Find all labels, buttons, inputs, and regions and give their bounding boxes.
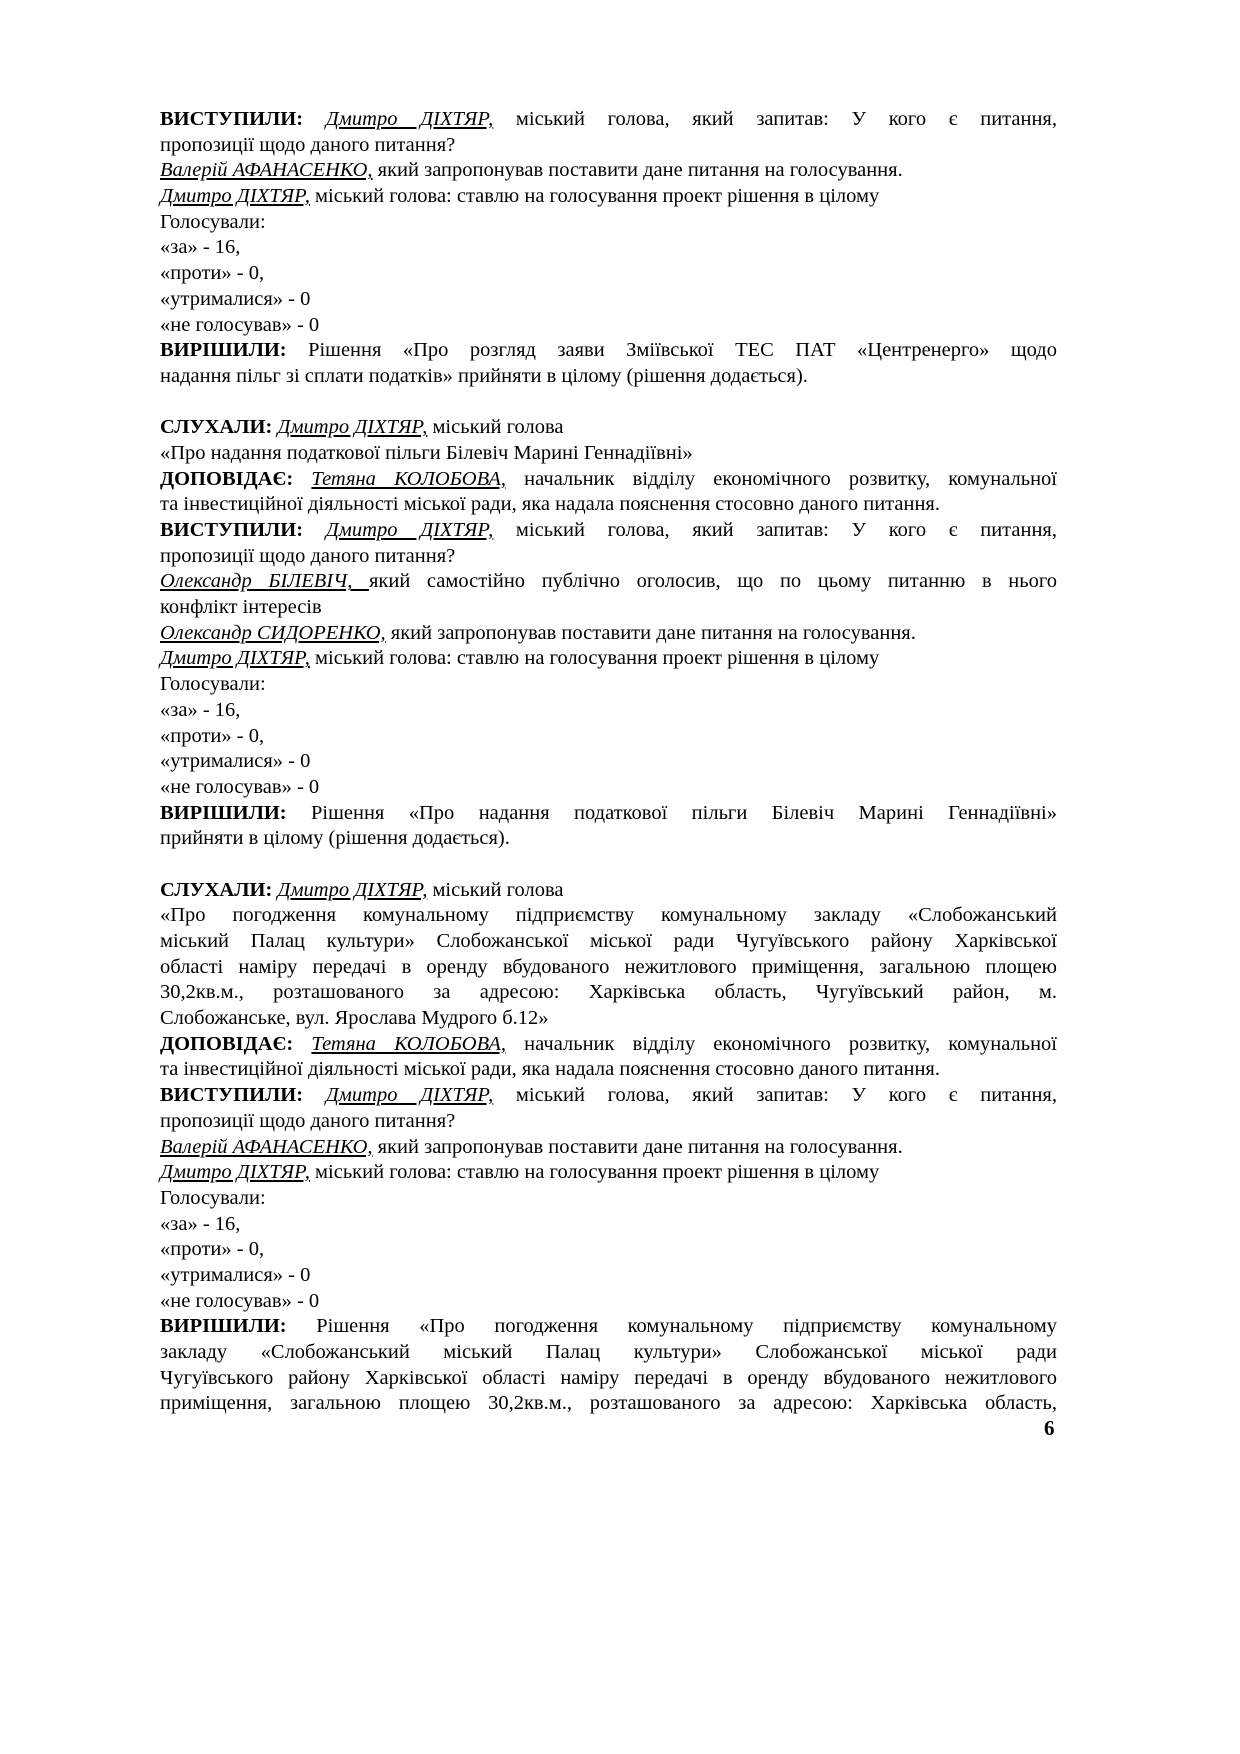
text-line [160, 801, 1057, 827]
text-segment: «за» - 16, [160, 1212, 241, 1235]
text-line [160, 287, 1057, 313]
text-segment: «за» - 16, [160, 236, 241, 259]
text-segment: пропозиції щодо даного питання? [160, 1109, 456, 1132]
text-line [160, 1083, 1057, 1109]
section-label: ДОПОВІДАЄ: [160, 467, 312, 490]
text-segment: міський голова: ставлю на голосування проект рішення в цілому [309, 647, 880, 670]
text-segment: конфлікт інтересів [160, 596, 322, 619]
text-line [160, 107, 1057, 133]
text-line [160, 724, 1057, 750]
text-segment: «не голосував» - 0 [160, 775, 320, 798]
speaker-name: Дмитро ДІХТЯР, [325, 519, 494, 541]
text-line [160, 955, 1057, 981]
text-line [160, 184, 1057, 210]
text-segment: «Про надання податкової пільги Білевіч Марині Геннадіївні» [160, 441, 693, 464]
text-segment: міський Палац культури» Слобожанської міської ради Чугуївського району Харківської [160, 930, 1057, 952]
agenda-section [160, 107, 1057, 390]
text-segment: міський голова [427, 416, 564, 439]
text-line [160, 1006, 1057, 1032]
speaker-name: Валерій АФАНАСЕНКО, [160, 1135, 373, 1158]
speaker-name: Дмитро ДІХТЯР, [277, 416, 428, 439]
text-segment: «Про погодження комунальному підприємству комунальному закладу «Слобожанський [160, 904, 1057, 927]
speaker-name: Дмитро ДІХТЯР, [325, 108, 494, 130]
text-segment: Голосували: [160, 673, 266, 696]
text-line [160, 158, 1057, 184]
text-line [160, 1366, 1057, 1392]
text-segment: пропозиції щодо даного питання? [160, 133, 456, 156]
text-segment: «проти» - 0, [160, 724, 265, 747]
text-line [160, 415, 1057, 441]
text-line [160, 826, 1057, 852]
text-line [160, 929, 1057, 955]
text-segment: «утрималися» - 0 [160, 750, 311, 773]
speaker-name: Дмитро ДІХТЯР, [325, 1084, 494, 1107]
section-label: ВИРІШИЛИ: [160, 1315, 287, 1338]
text-line [160, 646, 1057, 672]
text-line [160, 261, 1057, 287]
text-segment: який запропонував поставити дане питання на голосування. [372, 1135, 903, 1158]
page-number: 6 [1044, 1416, 1055, 1440]
section-label: ВИСТУПИЛИ: [160, 108, 326, 130]
section-label: ДОПОВІДАЄ: [160, 1032, 312, 1055]
section-label: ВИСТУПИЛИ: [160, 519, 326, 541]
text-line [160, 492, 1057, 518]
agenda-section [160, 878, 1057, 1417]
text-line [160, 133, 1057, 159]
section-label: СЛУХАЛИ: [160, 416, 278, 439]
speaker-name: Дмитро ДІХТЯР, [160, 647, 310, 670]
text-segment: Слобожанське, вул. Ярослава Мудрого б.12» [160, 1007, 549, 1030]
text-segment: закладу «Слобожанський міський Палац культури» Слобожанської міської ради [160, 1341, 1057, 1363]
text-segment: «проти» - 0, [160, 262, 265, 285]
text-segment: 30,2кв.м., розташованого за адресою: Харківська область, Чугуївський район, м. [160, 981, 1057, 1004]
text-line [160, 1314, 1057, 1340]
text-segment: Рішення «Про погодження комунальному підприємству комунальному [286, 1315, 1057, 1338]
text-line [160, 544, 1057, 570]
text-segment: приміщення, загальною площею 30,2кв.м., розташованого за адресою: Харківська область, [160, 1392, 1057, 1415]
text-segment: міський голова, який запитав: У кого є питання, [493, 519, 1057, 541]
text-segment: «проти» - 0, [160, 1238, 265, 1261]
text-segment: який самостійно публічно оголосив, що по цьому питанню в нього [368, 570, 1057, 593]
text-line [160, 1186, 1057, 1212]
text-segment: та інвестиційної діяльності міської ради, яка надала пояснення стосовно даного питання. [160, 1058, 940, 1081]
text-segment: «не голосував» - 0 [160, 1289, 320, 1312]
text-line [160, 210, 1057, 236]
text-segment: начальник відділу економічного розвитку, комунальної [506, 1032, 1057, 1055]
speaker-name: Тетяна КОЛОБОВА, [311, 467, 506, 490]
text-line [160, 1109, 1057, 1135]
text-line [160, 1135, 1057, 1161]
text-segment: який запропонував поставити дане питання на голосування. [372, 159, 903, 182]
agenda-section [160, 415, 1057, 852]
text-line [160, 1160, 1057, 1186]
speaker-name: Валерій АФАНАСЕНКО, [160, 159, 373, 182]
text-line [160, 698, 1057, 724]
text-line [160, 467, 1057, 493]
text-line [160, 1237, 1057, 1263]
text-segment: надання пільг зі сплати податків» прийняти в цілому (рішення додається). [160, 364, 808, 387]
text-line [160, 1289, 1057, 1315]
text-segment: «за» - 16, [160, 698, 241, 721]
text-segment: міський голова: ставлю на голосування проект рішення в цілому [309, 185, 880, 208]
speaker-name: Дмитро ДІХТЯР, [160, 185, 310, 208]
text-segment: який запропонував поставити дане питання на голосування. [385, 621, 916, 644]
text-segment: Рішення «Про надання податкової пільги Білевіч Марині Геннадіївні» [286, 801, 1057, 824]
text-segment: міський голова, який запитав: У кого є питання, [493, 108, 1057, 130]
text-line [160, 338, 1057, 364]
text-segment: «утрималися» - 0 [160, 287, 311, 310]
text-segment: області наміру передачі в оренду вбудованого нежитлового приміщення, загальною площею [160, 955, 1057, 978]
text-line [160, 313, 1057, 339]
text-segment: Голосували: [160, 1186, 266, 1209]
text-line [160, 775, 1057, 801]
text-line [160, 980, 1057, 1006]
speaker-name: Тетяна КОЛОБОВА, [311, 1032, 506, 1055]
text-segment: прийняти в цілому (рішення додається). [160, 827, 510, 850]
text-line [160, 1340, 1057, 1366]
section-label: ВИРІШИЛИ: [160, 339, 287, 362]
text-segment: пропозиції щодо даного питання? [160, 544, 456, 567]
speaker-name: Олександр БІЛЕВІЧ, [160, 570, 369, 593]
text-line [160, 441, 1057, 467]
text-line [160, 595, 1057, 621]
section-label: ВИСТУПИЛИ: [160, 1084, 326, 1107]
text-line [160, 1032, 1057, 1058]
text-line [160, 1057, 1057, 1083]
text-line [160, 364, 1057, 390]
speaker-name: Дмитро ДІХТЯР, [277, 878, 428, 901]
text-segment: Голосували: [160, 210, 266, 233]
text-line [160, 569, 1057, 595]
speaker-name: Дмитро ДІХТЯР, [160, 1161, 310, 1184]
text-segment: міський голова, який запитав: У кого є питання, [493, 1084, 1057, 1107]
text-segment: міський голова [427, 878, 564, 901]
text-segment: Чугуївського району Харківської області наміру передачі в оренду вбудованого нежитлового [160, 1366, 1057, 1389]
text-line [160, 903, 1057, 929]
text-segment: начальник відділу економічного розвитку, комунальної [506, 467, 1057, 490]
text-line [160, 621, 1057, 647]
text-line [160, 1391, 1057, 1417]
text-line [160, 1212, 1057, 1238]
speaker-name: Олександр СИДОРЕНКО, [160, 621, 386, 644]
text-segment: «не голосував» - 0 [160, 313, 320, 336]
text-line [160, 1263, 1057, 1289]
text-line [160, 749, 1057, 775]
text-segment: «утрималися» - 0 [160, 1263, 311, 1286]
text-line [160, 878, 1057, 904]
text-line [160, 235, 1057, 261]
text-segment: Рішення «Про розгляд заяви Зміївської ТЕС ПАТ «Центренерго» щодо [286, 339, 1057, 362]
text-segment: міський голова: ставлю на голосування проект рішення в цілому [309, 1161, 880, 1184]
section-label: ВИРІШИЛИ: [160, 801, 287, 824]
section-label: СЛУХАЛИ: [160, 878, 278, 901]
document-body [160, 107, 1057, 1443]
text-line [160, 518, 1057, 544]
text-segment: та інвестиційної діяльності міської ради, яка надала пояснення стосовно даного питання. [160, 493, 940, 516]
text-line [160, 672, 1057, 698]
